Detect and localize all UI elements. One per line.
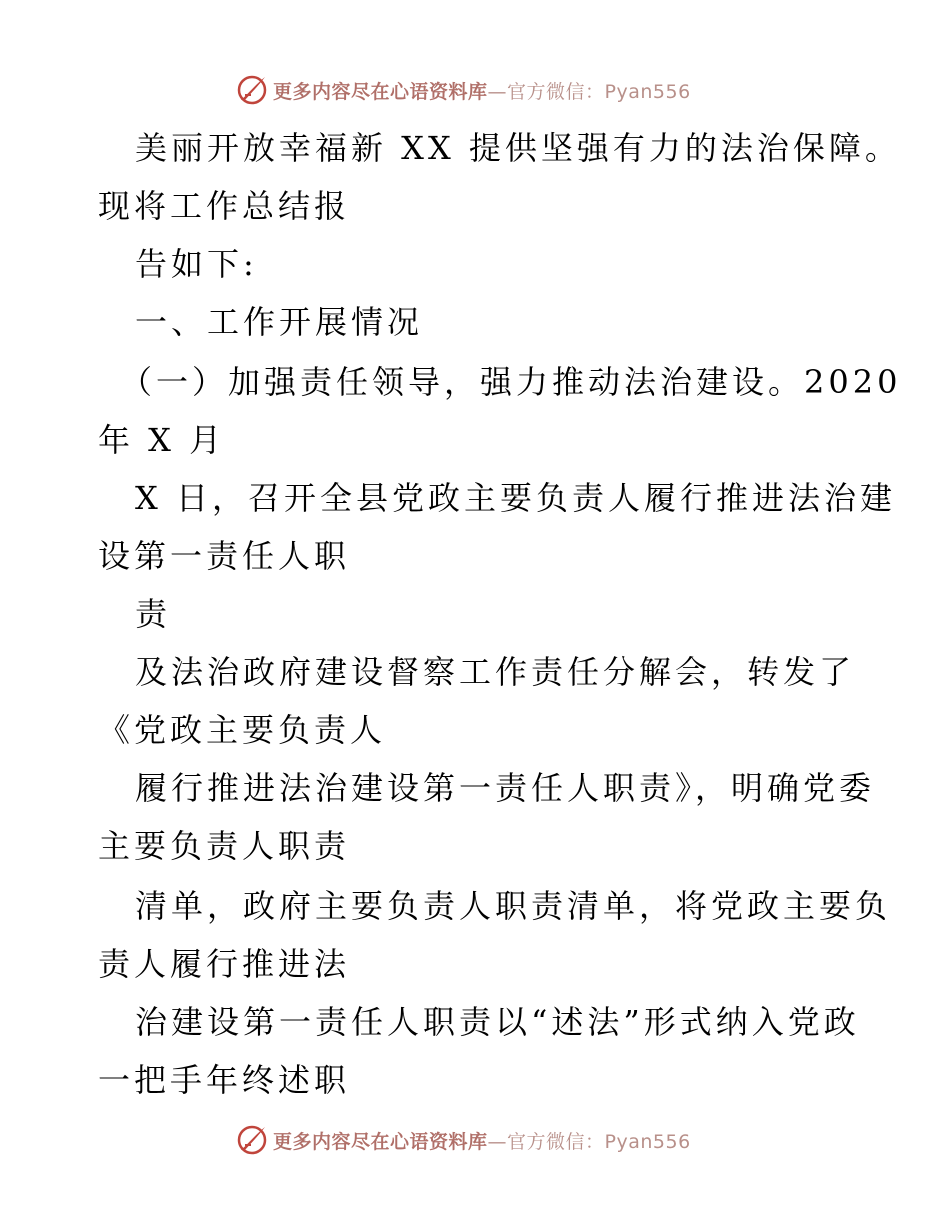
- text-line: 设第一责任人职: [98, 537, 351, 575]
- text-line: 一把手年终述职: [98, 1061, 351, 1099]
- text-line: X 日，召开全县党政主要负责人履行推进法治建: [135, 479, 896, 517]
- watermark-footer: [235, 1122, 691, 1158]
- text-line: 现将工作总结报: [98, 187, 351, 225]
- watermark-text: 更多内容尽在心语资料库—官方微信：Pyan556: [273, 1130, 691, 1153]
- watermark-text: 更多内容尽在心语资料库—官方微信：Pyan556: [273, 80, 691, 103]
- text-line: 及法治政府建设督察工作责任分解会，转发了: [135, 653, 856, 691]
- text-line: 告如下:: [135, 245, 258, 283]
- text-line: 责: [135, 595, 172, 633]
- text-line: 美丽开放幸福新 XX 提供坚强有力的法治保障。: [135, 129, 901, 167]
- text-line: 主要负责人职责: [98, 827, 351, 865]
- text-line: 清单，政府主要负责人职责清单，将党政主要负: [135, 887, 892, 925]
- text-line: 《党政主要负责人: [98, 711, 387, 749]
- watermark-header: [235, 72, 691, 108]
- text-line: 治建设第一责任人职责以“述法”形式纳入党政: [135, 1003, 860, 1041]
- section-heading: 一、工作开展情况: [135, 303, 424, 341]
- subsection-heading: （一）加强责任领导，强力推动法治建设。2020: [120, 363, 902, 401]
- text-line: 履行推进法治建设第一责任人职责》，明确党委: [135, 769, 876, 807]
- text-line: 年 X 月: [98, 421, 226, 459]
- feather-logo-icon: [235, 1123, 269, 1157]
- text-line: 责人履行推进法: [98, 945, 351, 983]
- feather-logo-icon: [235, 73, 269, 107]
